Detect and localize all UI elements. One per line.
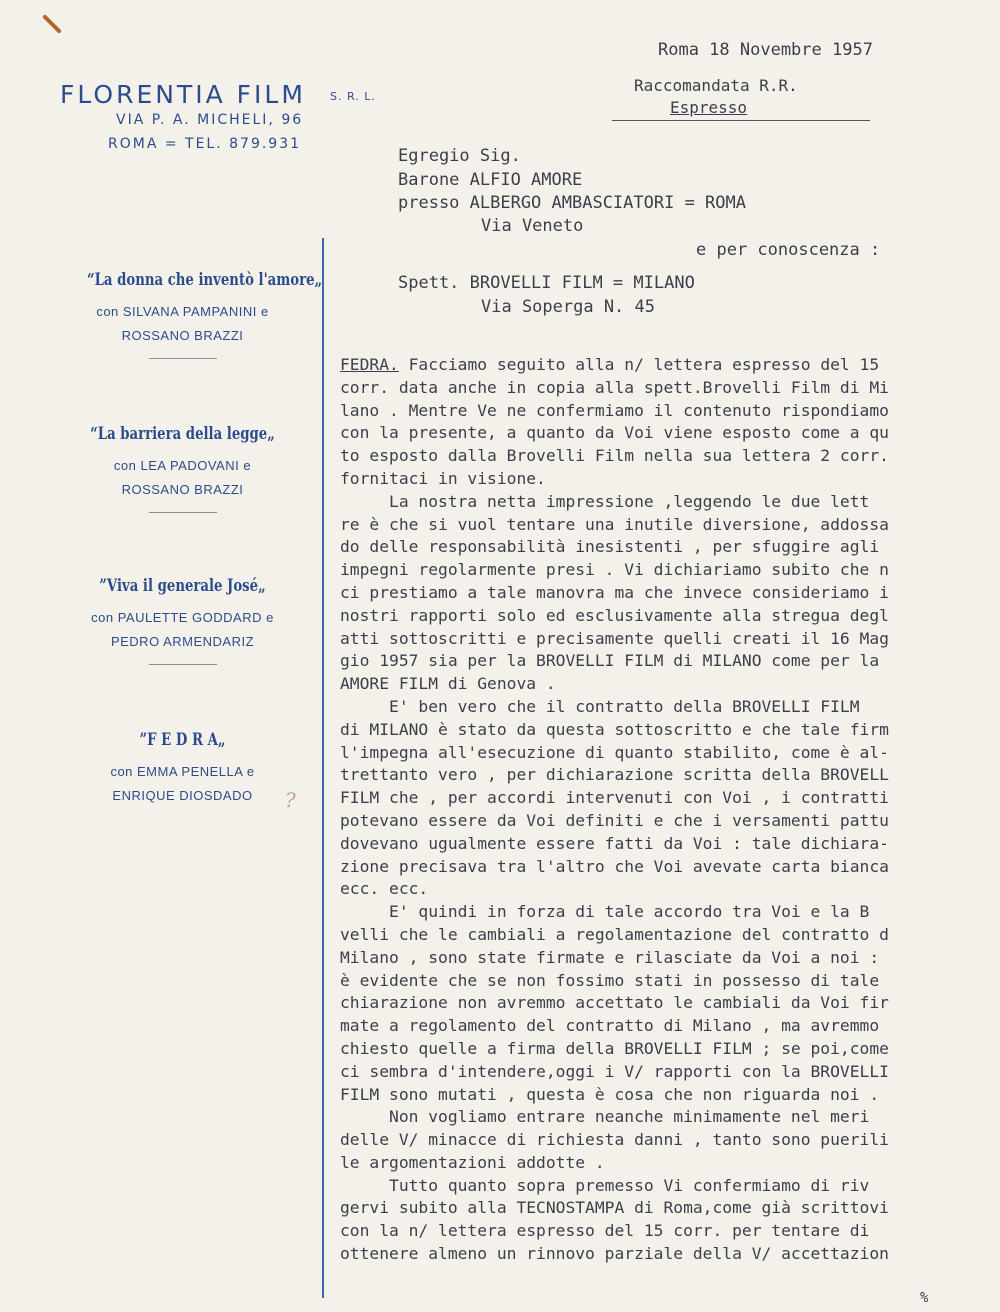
body-line: è evidente che se non fossimo stati in possesso di tale: [340, 970, 880, 990]
body-line: impegni regolarmente presi . Vi dichiariamo subito che n: [340, 560, 889, 580]
body-lines: [340, 377, 1000, 1266]
body-line: di MILANO è stato da questa sottoscritto e che tale firm: [340, 719, 889, 739]
salutation: Egregio Sig.: [398, 146, 521, 166]
film-cast-line: ROSSANO BRAZZI: [121, 328, 244, 343]
body-line: atti sottoscritti e precisamente quelli creati il 16 Mag: [340, 628, 889, 648]
cc-street: Via Soperga N. 45: [481, 297, 655, 317]
express-label: Espresso: [670, 98, 748, 117]
body-line: ci prestiamo a tale manovra ma che invece consideriamo i: [340, 582, 889, 602]
body-line: l'impegna all'esecuzione di quanto stabilito, come è al-: [340, 742, 889, 762]
company-name: FLORENTIA FILM: [60, 80, 306, 109]
film-block: [60, 270, 323, 359]
body-line: chiesto quelle a firma della BROVELLI FILM ; se poi,come: [340, 1038, 889, 1058]
body-line: do delle responsabilità inesistenti , per sfuggire agli: [340, 537, 880, 557]
film-divider: [149, 512, 217, 513]
film-cast-line: con SILVANA PAMPANINI e: [96, 304, 269, 319]
body-line: corr. data anche in copia alla spett.Brovelli Film di Mi: [340, 377, 889, 397]
film-cast: [60, 606, 305, 654]
body-line: Tutto quanto sopra premesso Vi confermiamo di riv: [340, 1175, 870, 1195]
body-line: velli che le cambiali a regolamentazione del contratto d: [340, 924, 889, 944]
body-line: ci sembra d'intendere,oggi i V/ rapporti con la BROVELLI: [340, 1061, 889, 1081]
film-cast-line: ROSSANO BRAZZI: [121, 482, 244, 497]
express-rule: [612, 120, 870, 121]
film-title: “La donna che inventò l'amore„: [86, 270, 323, 290]
film-cast: [60, 760, 305, 808]
film-cast-line: con EMMA PENELLA e: [110, 764, 255, 779]
body-line: delle V/ minacce di richiesta danni , tanto sono puerili: [340, 1130, 889, 1150]
body-line: chiarazione non avremmo accettato le cambiali da Voi fir: [340, 993, 889, 1013]
body-line: lano . Mentre Ve ne confermiamo il contenuto rispondiamo: [340, 400, 889, 420]
subject-label: FEDRA.: [340, 355, 399, 374]
recipient-street: Via Veneto: [481, 216, 584, 236]
film-cast-line: con PAULETTE GODDARD e: [91, 610, 274, 625]
recipient-hotel: presso ALBERGO AMBASCIATORI = ROMA: [398, 193, 746, 213]
body-line: nostri rapporti solo ed esclusivamente alla stregua degl: [340, 605, 889, 625]
body-line: le argomentazioni addotte .: [340, 1152, 605, 1172]
body-line: potevano essere da Voi definiti e che i versamenti pattu: [340, 810, 889, 830]
body-line: to esposto dalla Brovelli Film nella sua lettera 2 corr.: [340, 446, 889, 466]
film-cast: [60, 454, 305, 502]
body-line: Non vogliamo entrare neanche minimamente nel meri: [340, 1107, 870, 1127]
body-line: zione precisava tra l'altro che Voi avevate carta bianca: [340, 856, 889, 876]
body-line: gio 1957 sia per la BROVELLI FILM di MILANO come per la: [340, 651, 880, 671]
sidebar-rule: [322, 238, 324, 1298]
film-title: ”F E D R A„: [139, 730, 226, 750]
body-line: ecc. ecc.: [340, 879, 429, 899]
letter-date: Roma 18 Novembre 1957: [658, 40, 873, 60]
company-phone: ROMA = TEL. 879.931: [108, 136, 302, 152]
body-line: re è che si vuol tentare una inutile diversione, addossa: [340, 514, 889, 534]
cc-company: Spett. BROVELLI FILM = MILANO: [398, 273, 695, 293]
body-line: FILM che , per accordi intervenuti con Voi , i contratti: [340, 788, 889, 808]
body-line: mate a regolamento del contratto di Milano , ma avremmo: [340, 1016, 880, 1036]
body-line: Milano , sono state firmate e rilasciate da Voi a noi :: [340, 947, 880, 967]
company-address: VIA P. A. MICHELI, 96: [116, 112, 304, 128]
body-line: con la presente, a quanto da Voi viene esposto come a qu: [340, 423, 889, 443]
registered-mail-label: Raccomandata R.R.: [634, 76, 798, 95]
film-cast-line: ENRIQUE DIOSDADO: [112, 788, 253, 803]
film-title: ”Viva il generale José„: [99, 576, 266, 596]
film-block: [60, 424, 305, 513]
film-title: “La barriera della legge„: [90, 424, 275, 444]
film-divider: [149, 358, 217, 359]
film-cast: [60, 300, 305, 348]
film-block: [60, 730, 305, 808]
corner-mark: [42, 14, 62, 34]
letter-body: [340, 354, 1000, 1304]
body-line: gervi subito alla TECNOSTAMPA di Roma,come già scrittovi: [340, 1198, 889, 1218]
body-line-text: Facciamo seguito alla n/ lettera espresso del 15: [398, 355, 880, 374]
body-line: [340, 354, 1000, 377]
body-line: con la n/ lettera espresso del 15 corr. per tentare di: [340, 1221, 870, 1241]
film-cast-line: PEDRO ARMENDARIZ: [110, 634, 255, 649]
film-block: [60, 576, 305, 665]
body-line: FILM sono mutati , questa è cosa che non riguarda noi .: [340, 1084, 880, 1104]
handwritten-mark: ?: [285, 788, 296, 812]
film-divider: [149, 664, 217, 665]
body-line: fornitaci in visione.: [340, 468, 546, 488]
body-line: E' ben vero che il contratto della BROVELLI FILM: [340, 696, 860, 716]
body-line: trettanto vero , per dichiarazione scritta della BROVELL: [340, 765, 889, 785]
page-turn-mark: %: [920, 1290, 929, 1306]
body-line: La nostra netta impressione ,leggendo le due lett: [340, 491, 870, 511]
body-line: E' quindi in forza di tale accordo tra Voi e la B: [340, 902, 870, 922]
body-line: AMORE FILM di Genova .: [340, 674, 556, 694]
body-line: ottenere almeno un rinnovo parziale della V/ accettazion: [340, 1244, 889, 1264]
film-cast-line: con LEA PADOVANI e: [113, 458, 252, 473]
body-line: dovevano ugualmente essere fatti da Voi : tale dichiara-: [340, 833, 889, 853]
company-suffix: S. R. L.: [330, 90, 376, 103]
cc-label: e per conoscenza :: [696, 240, 881, 260]
recipient-name: Barone ALFIO AMORE: [398, 170, 583, 190]
